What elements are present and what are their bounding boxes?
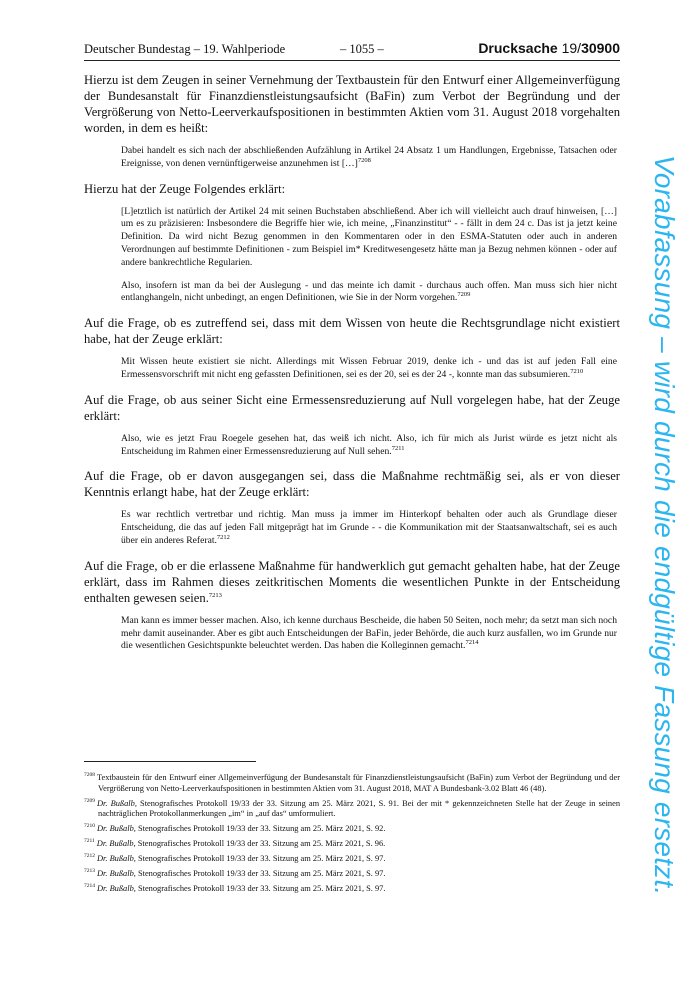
footnote-ref[interactable]: 7214 bbox=[465, 639, 479, 647]
footnote-ref[interactable]: 7209 bbox=[457, 291, 471, 299]
footnote-ref[interactable]: 7208 bbox=[357, 156, 371, 164]
page-header bbox=[84, 40, 620, 61]
paragraph: Auf die Frage, ob es zutreffend sei, dass mit dem Wissen von heute die Rechtsgrundlage nicht existiert habe, hat der Zeuge erklärt: bbox=[84, 316, 620, 347]
quote: Man kann es immer besser machen. Also, ich kenne durchaus Bescheide, die haben 50 Seiten, noch mehr; da setzt man sich noch mehr damit auseinander. Aber es gibt auch Entscheidungen der BaFin, jeder Behörde, die auch kurz ausfallen, wo im Grunde nur die wesentlichen Gesichtspunkte beleuchtet werden. Das haben die Kolleginnen gemacht.$^{7214}$ bbox=[121, 614, 617, 652]
footnote-ref[interactable]: 7213 bbox=[208, 591, 222, 599]
footnote-ref[interactable]: 7210 bbox=[570, 367, 584, 375]
header-page-number: – 1055 – bbox=[340, 42, 384, 56]
footnote: $^{7214}$ Dr. Bußalb, Stenografisches Protokoll 19/33 der 33. Sitzung am 25. März 2021, S. 97. bbox=[84, 883, 386, 894]
draft-watermark: Vorabfassung – wird durch die endgültige Fassung ersetzt. bbox=[649, 155, 680, 896]
header-document-number bbox=[478, 40, 620, 56]
quote: [L]etztlich ist natürlich der Artikel 24 mit seinen Buchstaben abschließend. Aber ich will vielleicht auch drauf hinweisen, […] um es zu präzisieren: Insbesondere die Begriffe hier wie, ich meine, „Finanzinstitut“ - - fällt in dem 24 c. Das ist ja jetzt keine Definition. Da wird nicht Bezug genommen in den Kommentaren oder in den ESMA-Statuten oder auch in anderen Verordnungen auf bestimmte Definitionen - zum Beispiel im* Kreditwesengesetz hätte man ja Bezug nehmen können - oder auf andere bankrechtliche Regularien. bbox=[121, 205, 617, 268]
quote: Mit Wissen heute existiert sie nicht. Allerdings mit Wissen Februar 2019, denke ich - und das ist auf jeden Fall eine Ermessensvorschrift mit nicht eng gefassten Definitionen, sei es der 20, sei es der 24 -, konnte man das subsumieren.$^{7210}$ bbox=[121, 356, 617, 380]
footnote: $^{7208}$ Textbaustein für den Entwurf einer Allgemeinverfügung der Bundesanstalt für Finanzdienstleistungsaufsicht (BaFin) zum Verbot der Begründung und der Vergrößerung von Netto-Leerverkaufspositionen in bestimmten Aktien vom 31. August 2018, MAT A Bundesbank-3.02 Blatt 46 (48). bbox=[84, 772, 620, 793]
footnote-ref[interactable]: 7211 bbox=[391, 444, 405, 452]
header-parliament: Deutscher Bundestag – 19. Wahlperiode bbox=[84, 42, 286, 56]
quote: Dabei handelt es sich nach der abschließenden Aufzählung in Artikel 24 Absatz 1 um Handlungen, Ergebnisse, Tatsachen oder Ereignisse, von denen vernünftigerweise anzunehmen ist […]$^{7208}$ bbox=[121, 145, 617, 169]
doc-num-a: 19/ bbox=[561, 40, 582, 56]
paragraph: Hierzu ist dem Zeugen in seiner Vernehmung der Textbaustein für den Entwurf einer Allgemeinverfügung der Bundesanstalt für Finanzdienstleistungsaufsicht (BaFin) zum Verbot der Begründung und der Vergrößerung von Netto-Leerverkaufspositionen in bestimmten Aktien vom 31. August 2018 vorgehalten worden, in dem es heißt: bbox=[84, 73, 620, 135]
footnote-divider bbox=[84, 761, 256, 762]
footnotes bbox=[84, 773, 620, 899]
doc-num-b: 30900 bbox=[581, 40, 620, 56]
paragraph: Auf die Frage, ob er davon ausgegangen sei, dass die Maßnahme rechtmäßig sei, als er von dieser Kenntnis erlangt habe, hat der Zeuge erklärt: bbox=[84, 469, 620, 500]
paragraph: Auf die Frage, ob aus seiner Sicht eine Ermessensreduzierung auf Null vorgelegen habe, hat der Zeuge erklärt: bbox=[84, 392, 620, 423]
footnote-ref[interactable]: 7212 bbox=[216, 533, 230, 541]
footnote: $^{7211}$ Dr. Bußalb, Stenografisches Protokoll 19/33 der 33. Sitzung am 25. März 2021, S. 96. bbox=[84, 838, 386, 849]
paragraph: Hierzu hat der Zeuge Folgendes erklärt: bbox=[84, 181, 286, 196]
quote: Also, insofern ist man da bei der Auslegung - und das meinte ich damit - durchaus auch offen. Man muss sich hier nicht entlanghangeln, nicht unbedingt, an engen Definitionen, wie Sie in der Norm vorgehen.$^{7209}$ bbox=[121, 279, 617, 304]
quote: Es war rechtlich vertretbar und richtig. Man muss ja immer im Hinterkopf behalten oder auch als Grundlage dieser Entscheidung, die das auf jeden Fall mitgeprägt hat im Grunde - - die Kommunikation mit der Staatsanwaltschaft, sei es auch über ein anderes Referat.$^{7212}$ bbox=[121, 509, 617, 546]
doc-label: Drucksache bbox=[478, 40, 562, 56]
footnote: $^{7212}$ Dr. Bußalb, Stenografisches Protokoll 19/33 der 33. Sitzung am 25. März 2021, S. 97. bbox=[84, 853, 386, 864]
footnote: $^{7213}$ Dr. Bußalb, Stenografisches Protokoll 19/33 der 33. Sitzung am 25. März 2021, S. 97. bbox=[84, 868, 386, 879]
paragraph: Auf die Frage, ob er die erlassene Maßnahme für handwerklich gut gemacht gehalten habe, hat der Zeuge erklärt, dass im Rahmen dieses zeitkritischen Moments die wesentlichen Punkte in der Entscheidung enthalten gewesen seien.$^{7213}$ bbox=[84, 558, 620, 605]
footnote: $^{7210}$ Dr. Bußalb, Stenografisches Protokoll 19/33 der 33. Sitzung am 25. März 2021, S. 92. bbox=[84, 823, 386, 834]
main-text bbox=[84, 72, 620, 663]
footnote: $^{7209}$ Dr. Bußalb, Stenografisches Protokoll 19/33 der 33. Sitzung am 25. März 2021, S. 91. Bei der mit * gekennzeichneten Stelle hat der Zeuge in seinen nachträglichen Protokollanmerkungen „im“ in „auf das“ umformuliert. bbox=[84, 797, 621, 819]
quote: Also, wie es jetzt Frau Roegele gesehen hat, das weiß ich nicht. Also, ich für mich als Jurist würde es jetzt nicht als Entscheidung im Rahmen einer Ermessensreduzierung auf Null sehen.$^{7211}$ bbox=[121, 432, 617, 457]
